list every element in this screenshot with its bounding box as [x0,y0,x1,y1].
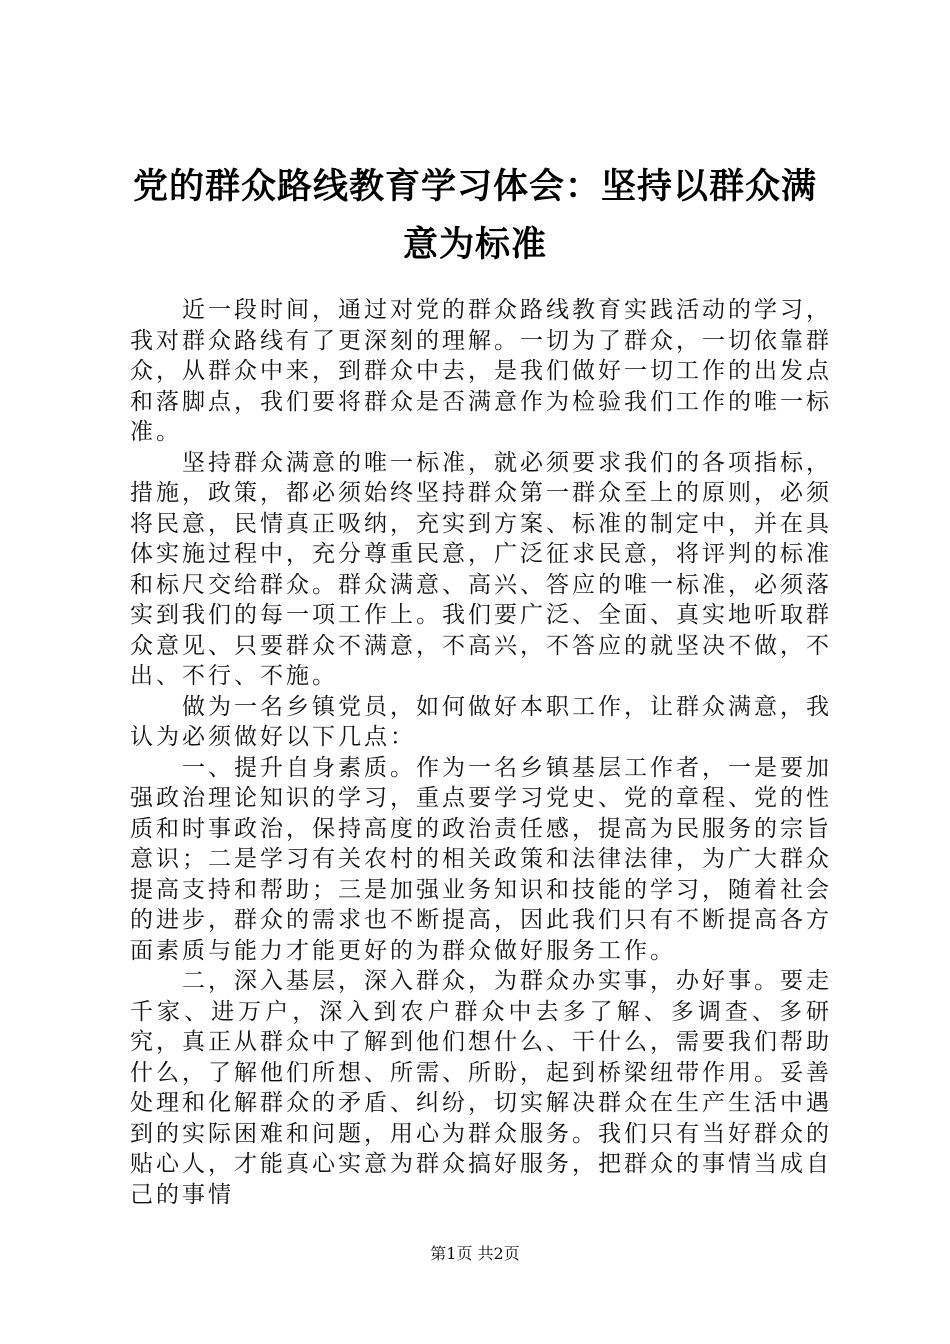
page-footer: 第1页 共2页 [430,1244,520,1263]
paragraph-intro: 近一段时间，通过对党的群众路线教育实践活动的学习，我对群众路线有了更深刻的理解。一切为了群众，一切依靠群众，从群众中来，到群众中去，是我们做好一切工作的出发点和落脚点，我们要将群众是否满意作为检验我们工作的唯一标准。 [130,297,832,445]
document-body [130,295,832,1210]
paragraph-role: 做为一名乡镇党员，如何做好本职工作，让群众满意，我认为必须做好以下几点： [130,693,832,750]
document-title: 党的群众路线教育学习体会：坚持以群众满意为标准 [132,166,817,265]
paragraph-standard: 坚持群众满意的唯一标准，就必须要求我们的各项指标，措施，政策，都必须始终坚持群众第一群众至上的原则，必须将民意，民情真正吸纳，充实到方案、标准的制定中，并在具体实施过程中，充分尊重民意，广泛征求民意，将评判的标准和标尺交给群众。群众满意、高兴、答应的唯一标准，必须落实到我们的每一项工作上。我们要广泛、全面、真实地听取群众意见、只要群众不满意，不高兴，不答应的就坚决不做，不出、不行、不施。 [130,449,832,689]
paragraph-point-one: 一、提升自身素质。作为一名乡镇基层工作者，一是要加强政治理论知识的学习，重点要学习党史、党的章程、党的性质和时事政治，保持高度的政治责任感，提高为民服务的宗旨意识；二是学习有关农村的相关政策和法律法律，为广大群众提高支持和帮助；三是加强业务知识和技能的学习，随着社会的进步，群众的需求也不断提高，因此我们只有不断提高各方面素质与能力才能更好的为群众做好服务工作。 [130,754,832,964]
paragraph-point-two: 二，深入基层，深入群众，为群众办实事，办好事。要走千家、进万户，深入到农户群众中去多了解、多调查、多研究，真正从群众中了解到他们想什么、干什么，需要我们帮助什么，了解他们所想、所需、所盼，起到桥梁纽带作用。妥善处理和化解群众的矛盾、纠纷，切实解决群众在生产生活中遇到的实际困难和问题，用心为群众服务。我们只有当好群众的贴心人，才能真心实意为群众搞好服务，把群众的事情当成自己的事情 [130,968,832,1208]
